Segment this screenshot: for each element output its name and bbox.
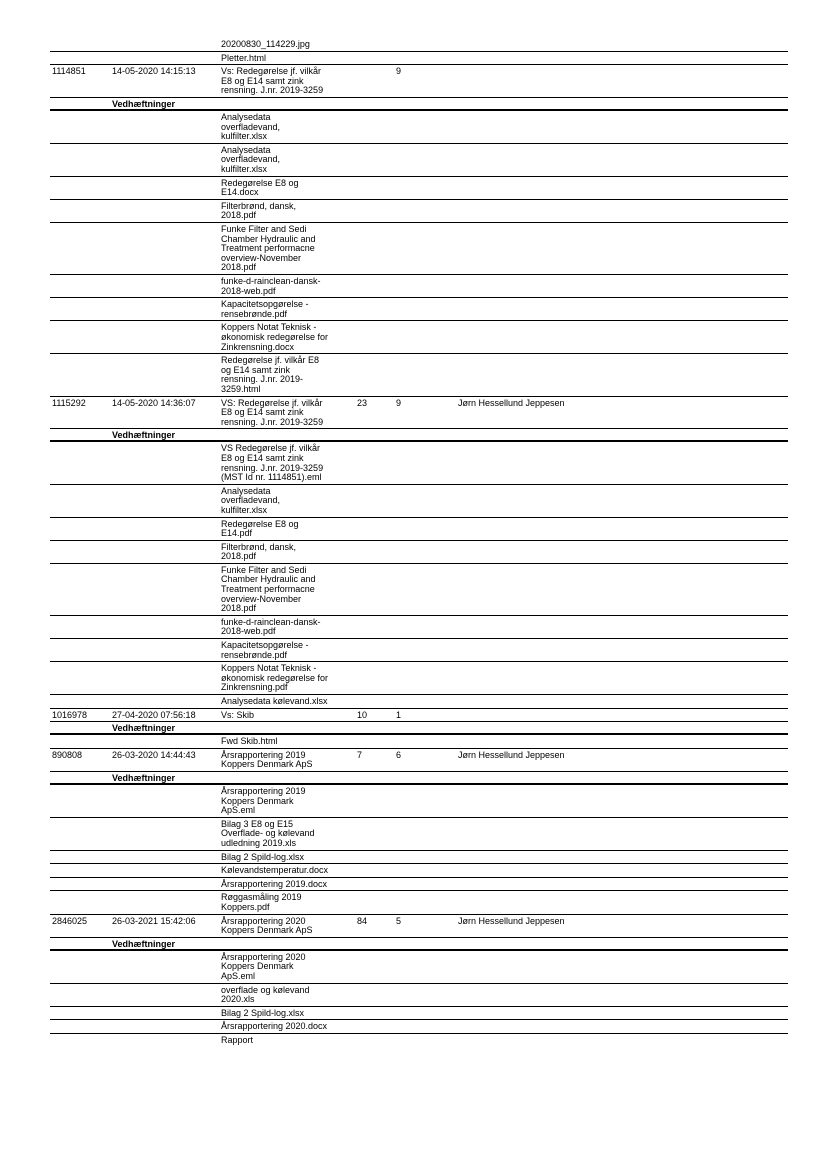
filename-line: Bilag 3 E8 og E15 <box>221 818 294 829</box>
attachment-row <box>50 200 788 223</box>
attachment-filename <box>221 641 309 660</box>
attachment-row <box>50 878 788 892</box>
filename-line: kulfilter.xlsx <box>221 504 268 515</box>
filename-line: funke-d-rainclean-dansk- <box>221 275 321 286</box>
attachment-row <box>50 223 788 275</box>
filename-line: Redegørelse E8 og <box>221 518 299 529</box>
filename-line: overview-November <box>221 252 302 263</box>
filename-line: rensebrønde.pdf <box>221 308 288 319</box>
filename-line: Årsrapportering 2020 <box>221 951 306 962</box>
filename-line: Redegørelse jf. vilkår E8 <box>221 355 320 366</box>
filename-line: (MST Id nr. 1114851).eml <box>221 472 322 483</box>
attachment-row <box>50 144 788 177</box>
attachments-header-row <box>50 722 788 735</box>
record-count-1: 7 <box>357 749 363 760</box>
attachment-row <box>50 321 788 354</box>
attachment-filename <box>221 986 310 1005</box>
record-row <box>50 65 788 98</box>
record-id: 2846025 <box>52 915 88 926</box>
attachment-filename <box>221 40 310 50</box>
filename-line: rensning. J.nr. 2019-3259 <box>221 462 324 473</box>
filename-line: Filterbrønd, dansk, <box>221 200 297 211</box>
record-user: Jørn Hessellund Jeppesen <box>458 749 565 760</box>
attachment-row <box>50 298 788 321</box>
record-date: 14-05-2020 14:15:13 <box>112 66 196 77</box>
filename-line: kulfilter.xlsx <box>221 163 268 174</box>
record-subject <box>221 67 323 96</box>
attachment-row <box>50 38 788 52</box>
attachments-header-row <box>50 772 788 785</box>
record-count-2: 9 <box>396 397 402 408</box>
attachment-filename <box>221 543 296 562</box>
filename-line: Funke Filter and Sedi <box>221 564 307 575</box>
attachment-row <box>50 518 788 541</box>
attachment-filename <box>221 323 328 352</box>
attachment-row <box>50 818 788 851</box>
attachment-row <box>50 951 788 984</box>
attachment-filename <box>221 54 266 64</box>
filename-line: 2018.pdf <box>221 551 257 562</box>
filename-line: Rapport <box>221 1034 254 1045</box>
filename-line: Chamber Hydraulic and <box>221 574 316 585</box>
document-table <box>50 38 788 1047</box>
filename-line: 2020.xls <box>221 994 255 1005</box>
filename-line: rensebrønde.pdf <box>221 649 288 660</box>
record-row <box>50 915 788 938</box>
record-id: 1115292 <box>52 397 86 408</box>
subject-line: Vs: Skib <box>221 709 255 720</box>
attachment-row <box>50 735 788 749</box>
attachment-row <box>50 984 788 1007</box>
subject-line: Koppers Denmark ApS <box>221 925 313 936</box>
attachment-filename <box>221 113 280 142</box>
attachment-filename <box>221 820 315 849</box>
filename-line: og E14 samt zink <box>221 364 291 375</box>
filename-line: 2018-web.pdf <box>221 626 276 637</box>
attachment-row <box>50 851 788 865</box>
filename-line: overflade og kølevand <box>221 984 310 995</box>
attachment-row <box>50 177 788 200</box>
subject-line: rensning. J.nr. 2019-3259 <box>221 416 324 427</box>
filename-line: overview-November <box>221 593 302 604</box>
attachment-filename <box>221 1022 327 1032</box>
filename-line: rensning. J.nr. 2019- <box>221 374 304 385</box>
record-subject <box>221 751 313 770</box>
subject-line: Vs: Redegørelse jf. vilkår <box>221 66 322 77</box>
filename-line: Pletter.html <box>221 52 267 63</box>
attachment-row <box>50 1034 788 1047</box>
filename-line: Redegørelse E8 og <box>221 177 299 188</box>
attachment-row <box>50 639 788 662</box>
record-row <box>50 397 788 430</box>
attachment-row <box>50 354 788 396</box>
filename-line: Koppers Notat Teknisk - <box>221 322 317 333</box>
attachment-filename <box>221 618 321 637</box>
record-subject <box>221 917 313 936</box>
filename-line: Filterbrønd, dansk, <box>221 541 297 552</box>
record-count-1: 84 <box>357 915 368 926</box>
record-id: 890808 <box>52 749 83 760</box>
record-user: Jørn Hessellund Jeppesen <box>458 915 565 926</box>
filename-line: 2018-web.pdf <box>221 285 276 296</box>
attachments-label: Vedhæftninger <box>112 773 176 784</box>
attachment-row <box>50 616 788 639</box>
filename-line: Koppers Denmark <box>221 795 294 806</box>
attachment-filename <box>221 300 309 319</box>
filename-line: Analysedata kølevand.xlsx <box>221 696 328 707</box>
filename-line: Zinkrensning.docx <box>221 341 295 352</box>
attachment-filename <box>221 880 327 890</box>
attachments-label: Vedhæftninger <box>112 938 176 949</box>
attachment-filename <box>221 520 299 539</box>
attachment-filename <box>221 1036 253 1046</box>
record-count-2: 9 <box>396 66 402 77</box>
attachment-filename <box>221 737 278 747</box>
record-row <box>50 709 788 723</box>
filename-line: Funke Filter and Sedi <box>221 223 307 234</box>
record-id: 1114851 <box>52 66 86 77</box>
filename-line: ApS.eml <box>221 805 256 816</box>
filename-line: E14.pdf <box>221 528 253 539</box>
attachment-row <box>50 111 788 144</box>
record-date: 27-04-2020 07:56:18 <box>112 709 196 720</box>
attachments-header-row <box>50 98 788 111</box>
filename-line: Årsrapportering 2019 <box>221 786 306 797</box>
filename-line: udledning 2019.xls <box>221 838 297 848</box>
attachment-row <box>50 1020 788 1034</box>
attachment-row <box>50 891 788 914</box>
attachment-filename <box>221 953 306 982</box>
filename-line: Røggasmåling 2019 <box>221 892 302 903</box>
filename-line: Bilag 2 Spild-log.xlsx <box>221 1007 305 1018</box>
attachment-filename <box>221 664 328 693</box>
record-id: 1016978 <box>52 709 88 720</box>
attachment-filename <box>221 146 280 175</box>
filename-line: Treatment performacne <box>221 584 315 595</box>
attachment-row <box>50 785 788 818</box>
filename-line: Årsrapportering 2020.docx <box>221 1021 328 1032</box>
filename-line: Koppers Denmark <box>221 961 294 972</box>
filename-line: Kapacitetsopgørelse - <box>221 299 309 310</box>
record-count-2: 6 <box>396 749 402 760</box>
attachments-label: Vedhæftninger <box>112 723 176 734</box>
subject-line: rensning. J.nr. 2019-3259 <box>221 85 324 96</box>
attachment-row <box>50 864 788 878</box>
record-date: 14-05-2020 14:36:07 <box>112 397 196 408</box>
filename-line: 2018.pdf <box>221 210 257 221</box>
record-count-1: 23 <box>357 397 368 408</box>
filename-line: Årsrapportering 2019.docx <box>221 878 328 889</box>
attachment-filename <box>221 866 328 876</box>
filename-line: 2018.pdf <box>221 603 257 614</box>
filename-line: økonomisk redegørelse for <box>221 331 329 342</box>
attachment-filename <box>221 487 280 516</box>
record-user: Jørn Hessellund Jeppesen <box>458 397 565 408</box>
attachments-label: Vedhæftninger <box>112 430 176 441</box>
attachment-filename <box>221 566 316 614</box>
filename-line: Kølevandstemperatur.docx <box>221 865 329 876</box>
filename-line: Koppers Notat Teknisk - <box>221 663 317 674</box>
filename-line: 20200830_114229.jpg <box>221 39 310 49</box>
filename-line: kulfilter.xlsx <box>221 131 268 142</box>
record-subject <box>221 399 323 428</box>
attachment-filename <box>221 697 328 707</box>
filename-line: Analysedata <box>221 485 271 496</box>
attachment-row <box>50 1007 788 1021</box>
filename-line: Analysedata <box>221 111 271 122</box>
record-count-1: 10 <box>357 709 368 720</box>
filename-line: Fwd Skib.html <box>221 736 278 747</box>
record-date: 26-03-2020 14:44:43 <box>112 749 196 760</box>
filename-line: økonomisk redegørelse for <box>221 672 329 683</box>
attachments-label: Vedhæftninger <box>112 98 176 109</box>
attachments-header-row <box>50 938 788 951</box>
attachment-row <box>50 485 788 518</box>
filename-line: overfladevand, <box>221 495 281 506</box>
subject-line: VS: Redegørelse jf. vilkår <box>221 397 323 408</box>
record-subject <box>221 711 254 721</box>
filename-line: overfladevand, <box>221 154 281 165</box>
attachment-filename <box>221 893 302 912</box>
attachment-filename <box>221 853 304 863</box>
attachment-filename <box>221 202 296 221</box>
record-count-2: 5 <box>396 915 402 926</box>
filename-line: Treatment performacne <box>221 243 315 254</box>
filename-line: Koppers.pdf <box>221 901 270 912</box>
attachment-filename <box>221 1009 304 1019</box>
filename-line: Overflade- og kølevand <box>221 828 315 839</box>
filename-line: E8 og E14 samt zink <box>221 452 304 463</box>
subject-line: E8 og E14 samt zink <box>221 75 304 86</box>
attachments-header-row <box>50 429 788 442</box>
record-date: 26-03-2021 15:42:06 <box>112 915 196 926</box>
attachment-row <box>50 52 788 66</box>
filename-line: Bilag 2 Spild-log.xlsx <box>221 851 305 862</box>
filename-line: funke-d-rainclean-dansk- <box>221 616 321 627</box>
filename-line: VS Redegørelse jf. vilkår <box>221 443 321 454</box>
attachment-filename <box>221 277 321 296</box>
attachment-row <box>50 442 788 484</box>
record-count-2: 1 <box>396 709 402 720</box>
attachment-row <box>50 564 788 616</box>
subject-line: Årsrapportering 2019 <box>221 749 306 760</box>
attachment-row <box>50 541 788 564</box>
subject-line: Koppers Denmark ApS <box>221 759 313 770</box>
filename-line: Analysedata <box>221 144 271 155</box>
filename-line: 2018.pdf <box>221 262 257 273</box>
filename-line: overfladevand, <box>221 121 281 132</box>
attachment-row <box>50 695 788 709</box>
subject-line: E8 og E14 samt zink <box>221 407 304 418</box>
attachment-filename <box>221 444 323 482</box>
record-row <box>50 749 788 772</box>
attachment-filename <box>221 225 316 273</box>
attachment-filename <box>221 179 299 198</box>
attachment-row <box>50 275 788 298</box>
filename-line: ApS.eml <box>221 970 256 981</box>
attachment-filename <box>221 356 319 394</box>
filename-line: Kapacitetsopgørelse - <box>221 640 309 651</box>
attachment-filename <box>221 787 306 816</box>
subject-line: Årsrapportering 2020 <box>221 915 306 926</box>
attachment-row <box>50 662 788 695</box>
filename-line: 3259.html <box>221 383 261 394</box>
filename-line: E14.docx <box>221 187 259 198</box>
filename-line: Zinkrensning.pdf <box>221 682 288 693</box>
filename-line: Chamber Hydraulic and <box>221 233 316 244</box>
